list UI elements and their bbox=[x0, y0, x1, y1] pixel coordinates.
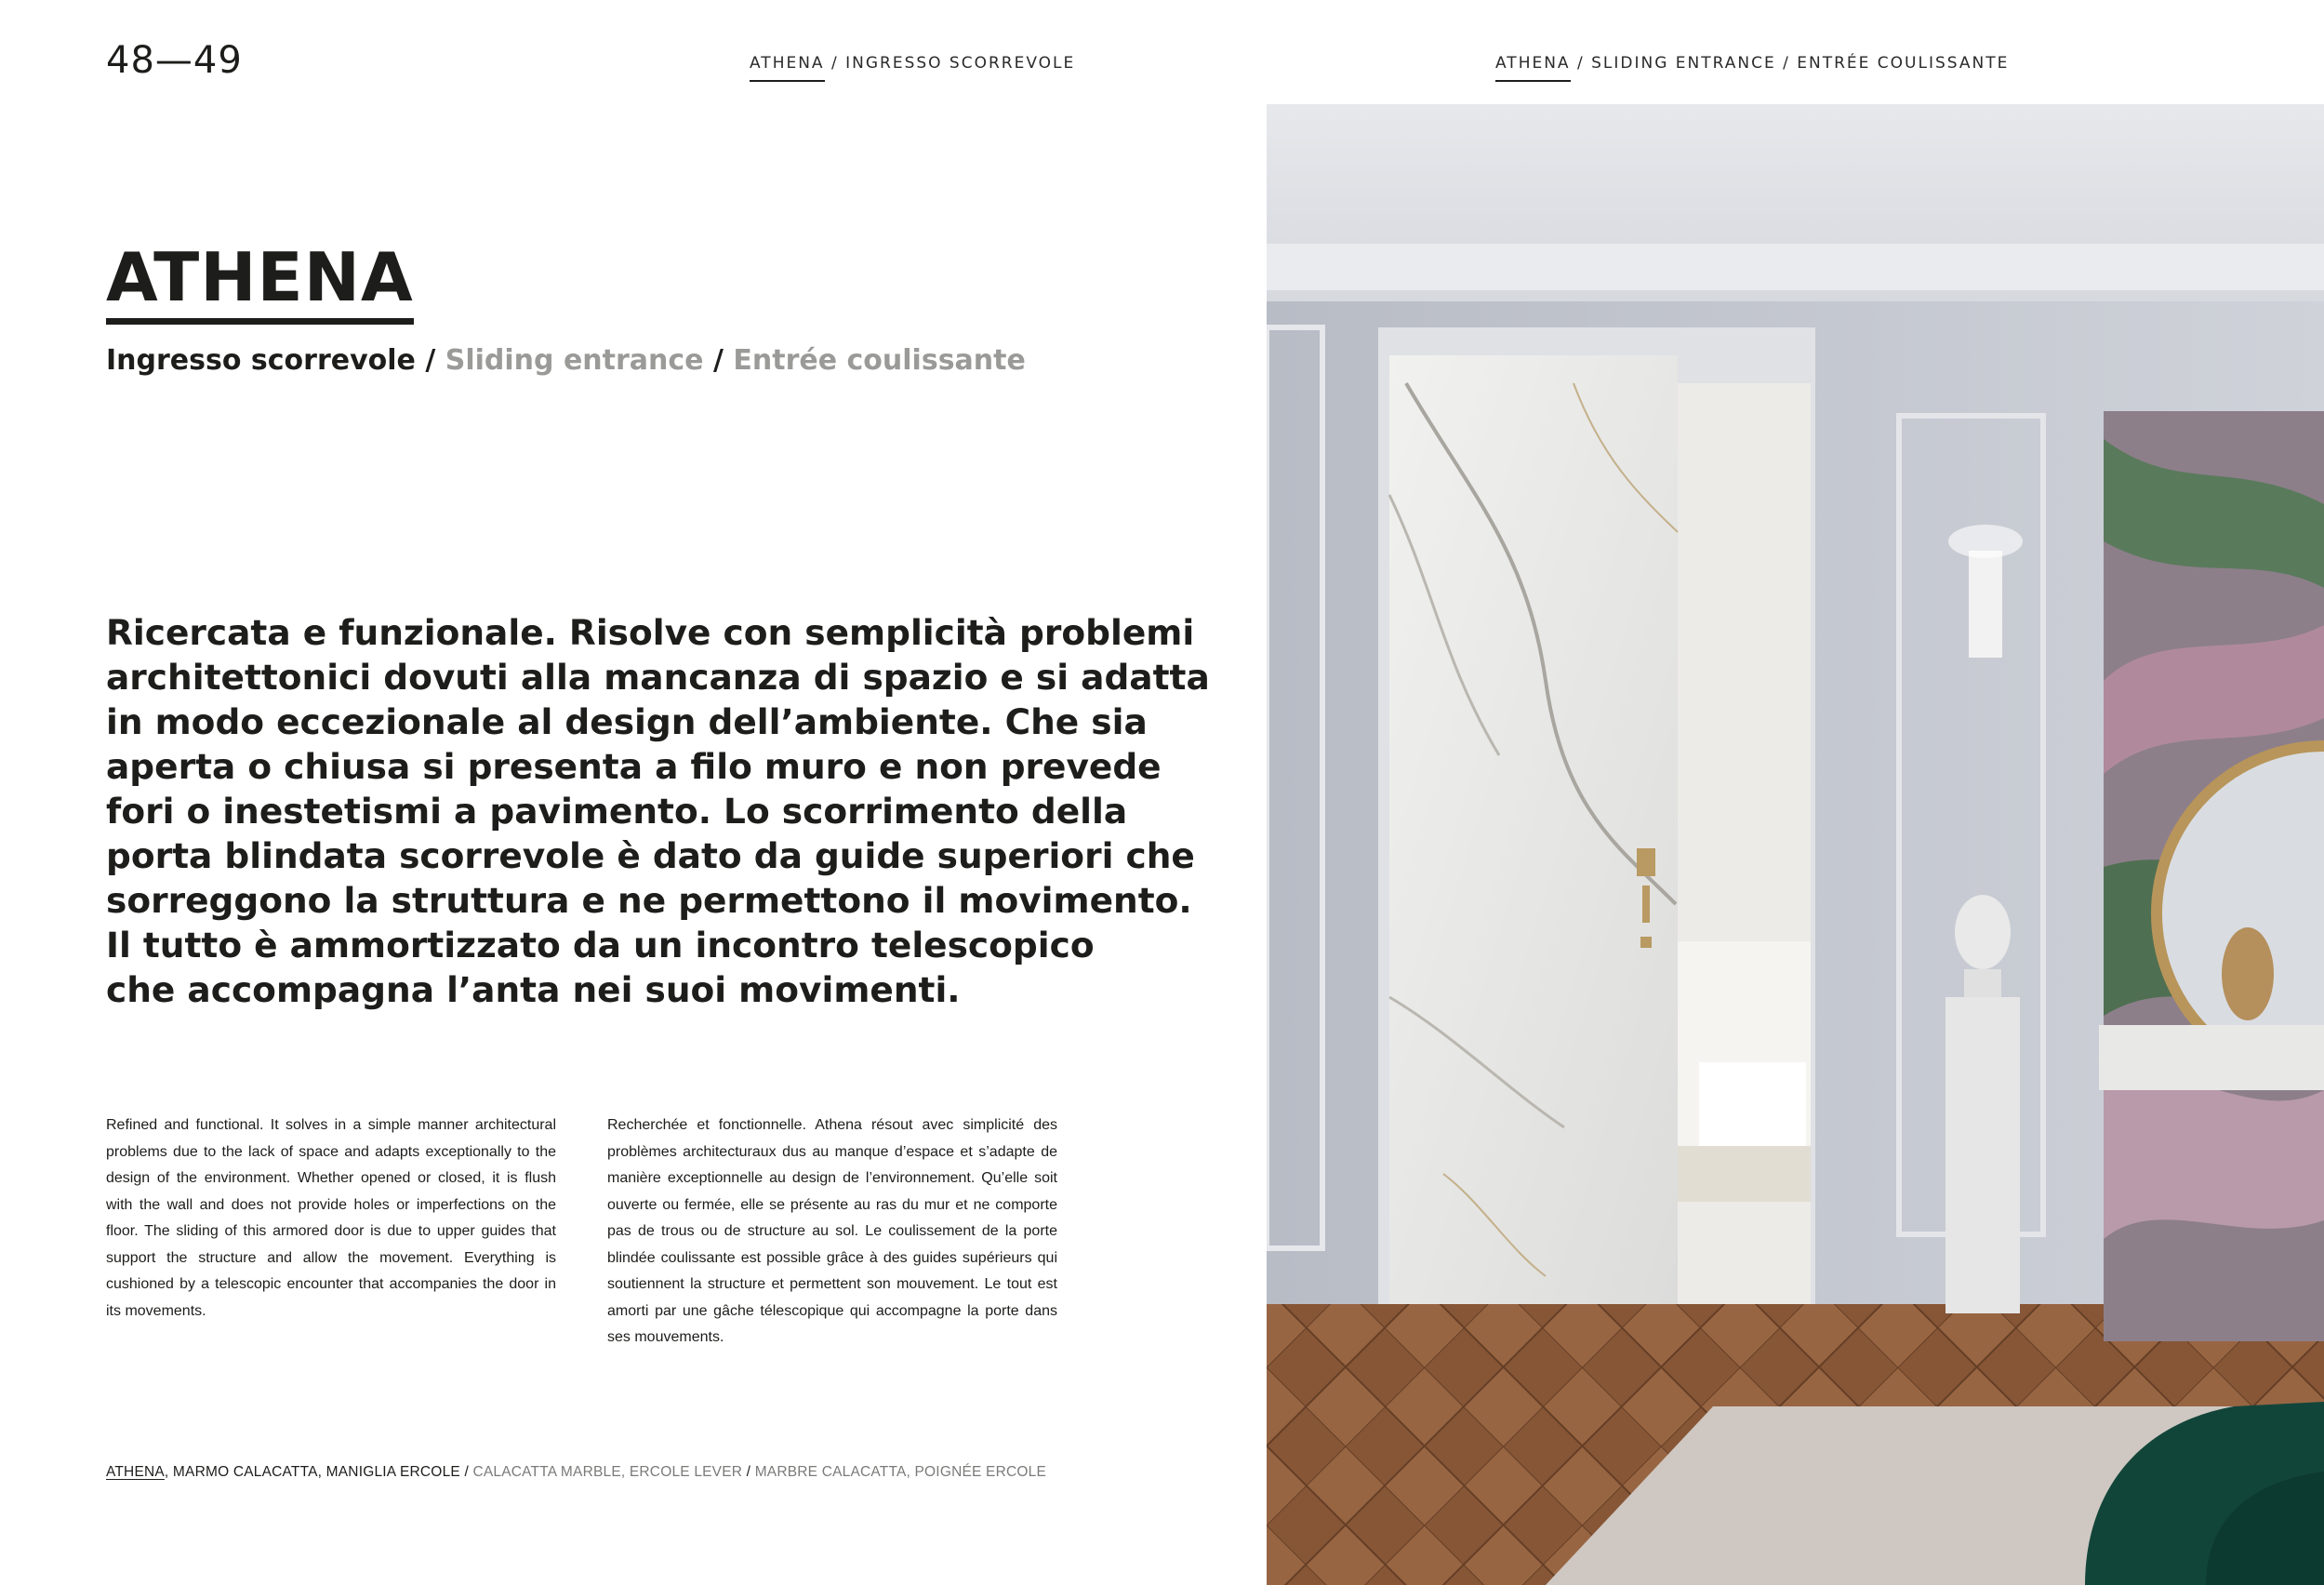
caption-product-name: ATHENA bbox=[106, 1464, 165, 1480]
interior-photo bbox=[1267, 104, 2324, 1585]
lead-line: che accompagna l’anta nei suoi movimenti. bbox=[106, 969, 961, 1010]
breadcrumb-path: / INGRESSO SCORREVOLE bbox=[824, 54, 1076, 73]
lead-line: porta blindata scorrevole è dato da guide superiori che bbox=[106, 835, 1195, 876]
lead-line: sorreggono la struttura e ne permettono il movimento. bbox=[106, 880, 1192, 921]
lead-line: Ricercata e funzionale. Risolve con semplicità problemi bbox=[106, 612, 1195, 653]
page-number: 48—49 bbox=[106, 39, 243, 82]
breadcrumb-active-link[interactable]: ATHENA bbox=[1495, 54, 1571, 82]
subtitle-separator: / bbox=[415, 344, 445, 377]
interior-scene-image bbox=[1267, 104, 2324, 1585]
caption-fr: MARBRE CALACATTA, POIGNÉE ERCOLE bbox=[754, 1464, 1046, 1480]
caption-it: , MARMO CALACATTA, MANIGLIA ERCOLE bbox=[164, 1464, 460, 1480]
breadcrumb-right bbox=[1495, 54, 2009, 82]
caption-separator: / bbox=[742, 1464, 755, 1480]
product-title: ATHENA bbox=[106, 244, 414, 325]
lead-line: architettonici dovuti alla mancanza di spazio e si adatta bbox=[106, 657, 1210, 698]
breadcrumb-active-link[interactable]: ATHENA bbox=[750, 54, 825, 82]
lead-line: aperta o chiusa si presenta a filo muro e non prevede bbox=[106, 746, 1162, 787]
subtitle-fr: Entrée coulissante bbox=[733, 344, 1026, 377]
subtitle-it: Ingresso scorrevole bbox=[106, 344, 416, 377]
lead-line: in modo eccezionale al design dell’ambiente. Che sia bbox=[106, 701, 1148, 742]
subtitle-separator: / bbox=[703, 344, 734, 377]
product-subtitle bbox=[106, 344, 1026, 377]
caption-separator: / bbox=[459, 1464, 473, 1480]
lead-line: fori o inestetismi a pavimento. Lo scorrimento della bbox=[106, 791, 1128, 832]
subtitle-en: Sliding entrance bbox=[445, 344, 704, 377]
photo-caption bbox=[106, 1464, 1046, 1481]
breadcrumb-left bbox=[750, 54, 1075, 82]
body-text-en: Refined and functional. It solves in a simple manner architectural problems due to the lack of space and adapts exceptionally to the design of the environment. Whether opened or closed, it is flush with the wall and does not provide holes or imperfections on the floor. The sliding of this armored door is due to upper guides that support the structure and allow the movement. Everything is cushioned by a telescopic encounter that accompanies the door in its movements. bbox=[106, 1117, 556, 1319]
lead-line: Il tutto è ammortizzato da un incontro telescopico bbox=[106, 925, 1095, 966]
body-text-fr: Recherchée et fonctionnelle. Athena résout avec simplicité des problèmes architecturaux dus au manque d’espace et s’adapte de manière exceptionnelle au design de l’environnement. Qu’elle soit ouverte ou fermée, elle se présente au ras du mur et ne comporte pas de trous ou de structure au sol. Le coulissement de la porte blindée coulissante est possible grâce à des guides supérieurs qui soutiennent la structure et permettent son mouvement. Le tout est amorti par une gâche télescopique qui accompagne la porte dans ses mouvements. bbox=[607, 1117, 1057, 1345]
breadcrumb-path: / SLIDING ENTRANCE / ENTRÉE COULISSANTE bbox=[1570, 54, 2010, 73]
lead-paragraph-it bbox=[106, 610, 1210, 1012]
caption-en: CALACATTA MARBLE, ERCOLE LEVER bbox=[472, 1464, 743, 1480]
